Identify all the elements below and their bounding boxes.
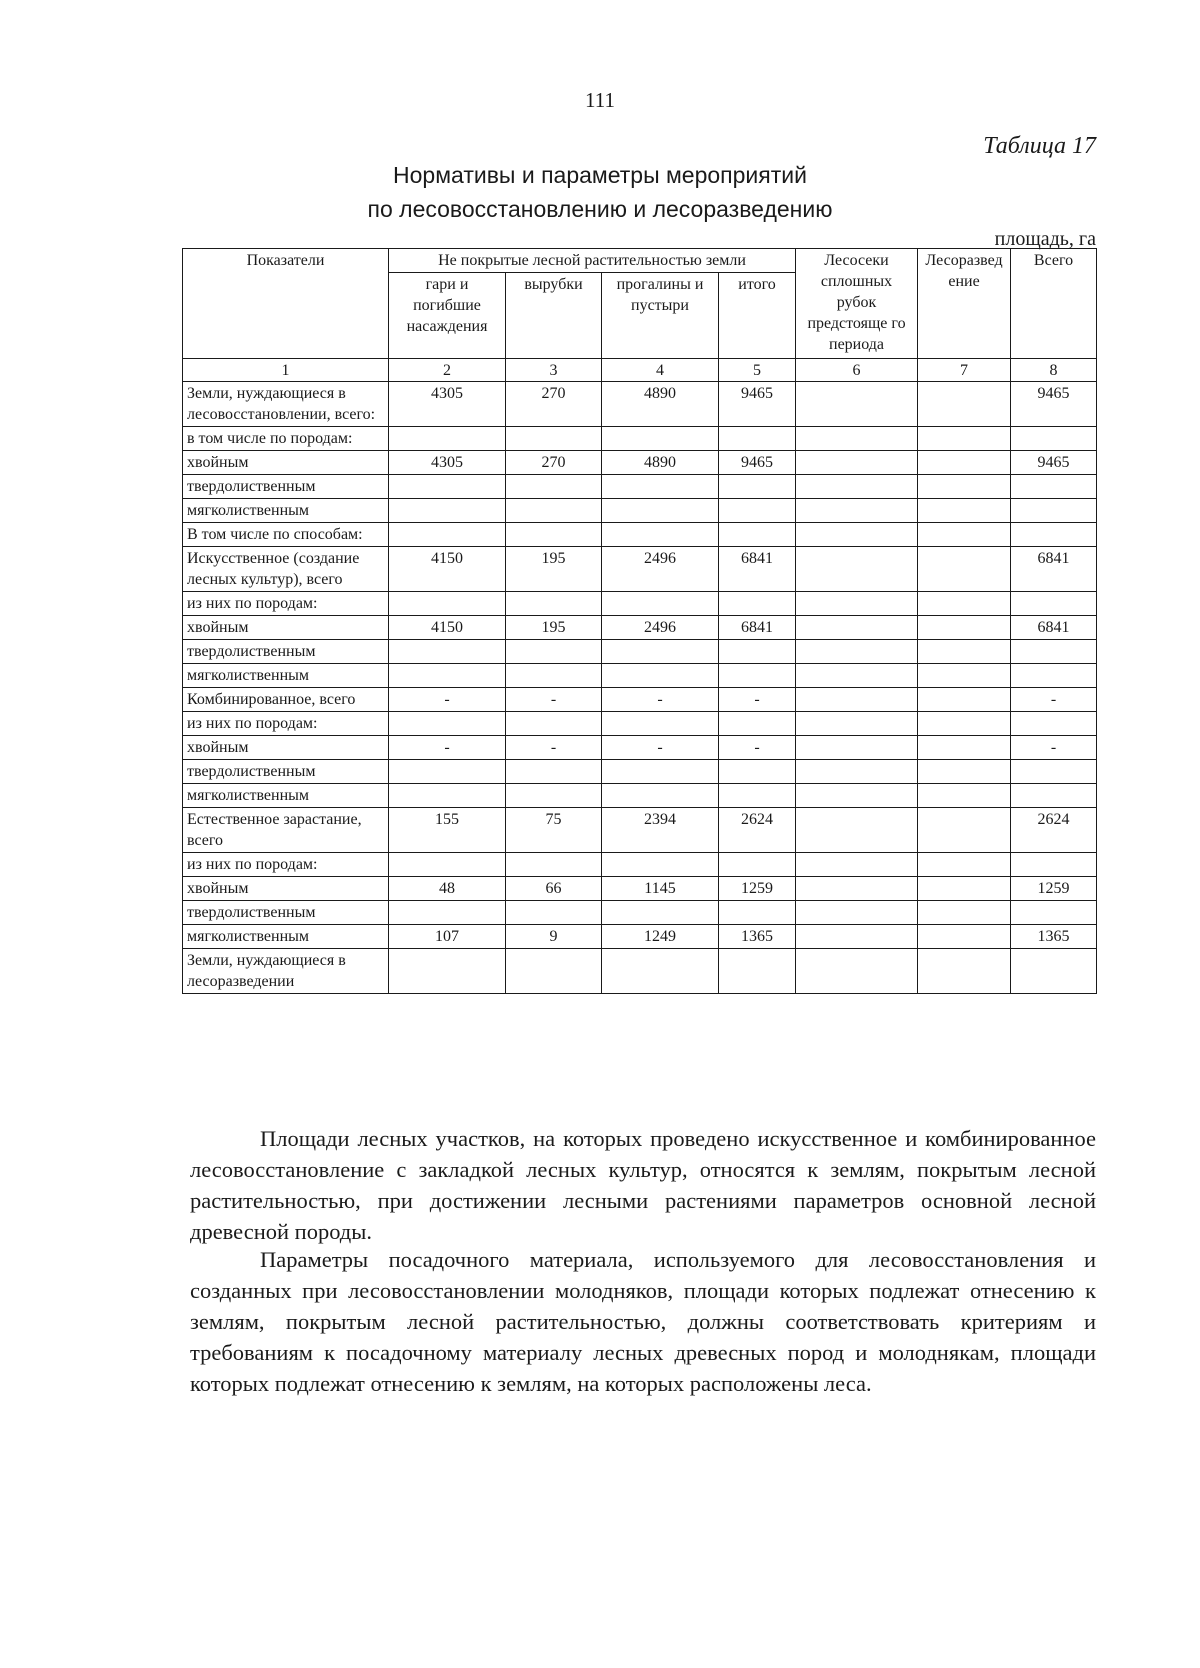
table-cell bbox=[918, 592, 1011, 616]
table-cell: 270 bbox=[506, 382, 602, 427]
table-cell bbox=[602, 901, 719, 925]
table-cell bbox=[1011, 853, 1097, 877]
table-cell bbox=[506, 664, 602, 688]
table-cell bbox=[602, 427, 719, 451]
table-cell bbox=[796, 592, 918, 616]
header-row-1 bbox=[183, 249, 1097, 273]
table-cell bbox=[719, 853, 796, 877]
table-cell: - bbox=[1011, 688, 1097, 712]
paragraph-2 bbox=[190, 1244, 1096, 1399]
table-cell bbox=[796, 475, 918, 499]
table-cell bbox=[918, 451, 1011, 475]
table-body bbox=[183, 359, 1097, 994]
table-cell bbox=[389, 640, 506, 664]
table-cell bbox=[719, 712, 796, 736]
table-row bbox=[183, 499, 1097, 523]
table-cell: 9 bbox=[506, 925, 602, 949]
table-cell: 4890 bbox=[602, 382, 719, 427]
table-cell bbox=[796, 451, 918, 475]
row-label: мягколиственным bbox=[183, 925, 389, 949]
table-row bbox=[183, 592, 1097, 616]
table-cell bbox=[1011, 712, 1097, 736]
table-cell: 2496 bbox=[602, 616, 719, 640]
table-cell: 2624 bbox=[1011, 808, 1097, 853]
table-cell: 155 bbox=[389, 808, 506, 853]
table-cell bbox=[796, 736, 918, 760]
table-cell bbox=[1011, 901, 1097, 925]
table-cell bbox=[796, 640, 918, 664]
table-cell: 1259 bbox=[719, 877, 796, 901]
table-cell bbox=[918, 736, 1011, 760]
table-cell bbox=[389, 499, 506, 523]
table-cell bbox=[719, 427, 796, 451]
table-row bbox=[183, 736, 1097, 760]
table-cell bbox=[918, 901, 1011, 925]
table-cell: 4150 bbox=[389, 616, 506, 640]
row-label: мягколиственным bbox=[183, 499, 389, 523]
table-cell: - bbox=[602, 688, 719, 712]
table-cell: - bbox=[389, 688, 506, 712]
table-cell bbox=[602, 475, 719, 499]
table-cell: - bbox=[602, 736, 719, 760]
column-number: 7 bbox=[918, 359, 1011, 382]
table-cell bbox=[796, 853, 918, 877]
table-cell bbox=[796, 784, 918, 808]
table-row bbox=[183, 382, 1097, 427]
table-cell bbox=[719, 640, 796, 664]
table-cell: - bbox=[389, 736, 506, 760]
row-label: из них по породам: bbox=[183, 712, 389, 736]
table-cell bbox=[1011, 592, 1097, 616]
table-cell bbox=[719, 784, 796, 808]
row-label: В том числе по способам: bbox=[183, 523, 389, 547]
table-row bbox=[183, 688, 1097, 712]
table-cell bbox=[506, 523, 602, 547]
column-number: 1 bbox=[183, 359, 389, 382]
table-cell bbox=[719, 592, 796, 616]
table-row bbox=[183, 877, 1097, 901]
title-line-2: по лесовосстановлению и лесоразведению bbox=[367, 196, 833, 222]
table-cell: 4305 bbox=[389, 382, 506, 427]
table-cell: 9465 bbox=[1011, 382, 1097, 427]
row-label: твердолиственным bbox=[183, 475, 389, 499]
table-cell bbox=[506, 853, 602, 877]
table-cell bbox=[918, 853, 1011, 877]
table-cell bbox=[1011, 523, 1097, 547]
header-cuttings: вырубки bbox=[506, 273, 602, 359]
table-cell bbox=[389, 949, 506, 994]
table-cell: 6841 bbox=[1011, 547, 1097, 592]
header-glades: прогалины и пустыри bbox=[602, 273, 719, 359]
column-number-row bbox=[183, 359, 1097, 382]
row-label: мягколиственным bbox=[183, 664, 389, 688]
table-row bbox=[183, 853, 1097, 877]
table-cell bbox=[389, 712, 506, 736]
unit-label: площадь, га bbox=[994, 228, 1096, 250]
table-cell bbox=[796, 712, 918, 736]
table-cell bbox=[796, 808, 918, 853]
table-cell: - bbox=[719, 688, 796, 712]
row-label: из них по породам: bbox=[183, 592, 389, 616]
paragraph-text: Параметры посадочного материала, используемого для лесовосстановления и созданных при лесовосстановлении молодняков, площади которых подлежат отнесению к землям, покрытым лесной растительностью, должны соответствовать критериям и требованиям к посадочному материалу лесных древесных пород и молоднякам, площади которых подлежат отнесению к землям, на которых расположены леса. bbox=[190, 1247, 1096, 1396]
table-cell bbox=[719, 499, 796, 523]
table-row bbox=[183, 784, 1097, 808]
table-cell: 48 bbox=[389, 877, 506, 901]
page-number: 111 bbox=[585, 88, 615, 112]
table-cell: 6841 bbox=[719, 547, 796, 592]
table-row bbox=[183, 547, 1097, 592]
table-row bbox=[183, 949, 1097, 994]
table-cell: - bbox=[506, 688, 602, 712]
header-not-covered: Не покрытые лесной растительностью земли bbox=[389, 249, 796, 273]
table-cell bbox=[506, 760, 602, 784]
table-cell bbox=[506, 499, 602, 523]
table-cell bbox=[918, 523, 1011, 547]
table-cell bbox=[389, 427, 506, 451]
standards-table bbox=[182, 248, 1097, 994]
table-cell bbox=[1011, 664, 1097, 688]
table-cell bbox=[719, 523, 796, 547]
table-row bbox=[183, 427, 1097, 451]
table-cell: - bbox=[1011, 736, 1097, 760]
table-cell bbox=[506, 949, 602, 994]
row-label: Комбинированное, всего bbox=[183, 688, 389, 712]
table-cell bbox=[918, 925, 1011, 949]
table-cell bbox=[796, 901, 918, 925]
table-cell: 6841 bbox=[1011, 616, 1097, 640]
table-row bbox=[183, 901, 1097, 925]
table-cell bbox=[389, 901, 506, 925]
table-cell bbox=[506, 640, 602, 664]
header-total: Всего bbox=[1011, 249, 1097, 359]
table-cell bbox=[389, 475, 506, 499]
table-cell bbox=[1011, 640, 1097, 664]
table-row bbox=[183, 808, 1097, 853]
table-cell bbox=[796, 547, 918, 592]
column-number: 8 bbox=[1011, 359, 1097, 382]
table-cell: 1365 bbox=[719, 925, 796, 949]
table-cell bbox=[918, 547, 1011, 592]
table-cell bbox=[918, 712, 1011, 736]
table-cell bbox=[918, 475, 1011, 499]
table-cell bbox=[796, 688, 918, 712]
row-label: твердолиственным bbox=[183, 901, 389, 925]
column-number: 4 bbox=[602, 359, 719, 382]
table-cell bbox=[389, 664, 506, 688]
table-cell: 4305 bbox=[389, 451, 506, 475]
header-burned: гари и погибшие насаждения bbox=[389, 273, 506, 359]
table-cell bbox=[918, 877, 1011, 901]
table-cell: 270 bbox=[506, 451, 602, 475]
table-cell: 4150 bbox=[389, 547, 506, 592]
table-cell bbox=[506, 784, 602, 808]
table-cell bbox=[602, 853, 719, 877]
column-number: 6 bbox=[796, 359, 918, 382]
table-cell bbox=[719, 949, 796, 994]
header-indicators: Показатели bbox=[183, 249, 389, 359]
table-cell: 1145 bbox=[602, 877, 719, 901]
table-cell bbox=[1011, 427, 1097, 451]
table-cell bbox=[602, 760, 719, 784]
table-cell bbox=[1011, 760, 1097, 784]
table-cell bbox=[918, 784, 1011, 808]
table-cell: 195 bbox=[506, 547, 602, 592]
table-cell bbox=[918, 382, 1011, 427]
row-label: Искусственное (создание лесных культур), всего bbox=[183, 547, 389, 592]
table-cell bbox=[506, 427, 602, 451]
table-cell bbox=[719, 760, 796, 784]
table-cell bbox=[796, 664, 918, 688]
row-label: хвойным bbox=[183, 736, 389, 760]
table-row bbox=[183, 712, 1097, 736]
table-cell bbox=[796, 877, 918, 901]
row-label: Земли, нуждающиеся в лесовосстановлении, всего: bbox=[183, 382, 389, 427]
table-cell bbox=[389, 523, 506, 547]
table-cell: 9465 bbox=[719, 382, 796, 427]
header-subtotal: итого bbox=[719, 273, 796, 359]
table-cell bbox=[1011, 784, 1097, 808]
table-cell bbox=[506, 592, 602, 616]
table-cell bbox=[918, 640, 1011, 664]
table-cell bbox=[796, 949, 918, 994]
table-cell: 9465 bbox=[1011, 451, 1097, 475]
table-row bbox=[183, 760, 1097, 784]
table-cell bbox=[796, 616, 918, 640]
table-cell bbox=[602, 949, 719, 994]
table-row bbox=[183, 664, 1097, 688]
table-cell: 6841 bbox=[719, 616, 796, 640]
table-cell bbox=[918, 616, 1011, 640]
table-cell: 4890 bbox=[602, 451, 719, 475]
table-cell bbox=[602, 784, 719, 808]
table-cell: 1365 bbox=[1011, 925, 1097, 949]
table-label: Таблица 17 bbox=[983, 133, 1096, 159]
table-cell bbox=[719, 475, 796, 499]
table-cell: - bbox=[506, 736, 602, 760]
table-row bbox=[183, 523, 1097, 547]
table-row bbox=[183, 640, 1097, 664]
row-label: Земли, нуждающиеся в лесоразведении bbox=[183, 949, 389, 994]
table-cell: 75 bbox=[506, 808, 602, 853]
table-cell bbox=[796, 925, 918, 949]
table-cell bbox=[506, 901, 602, 925]
table-cell bbox=[602, 664, 719, 688]
row-label: твердолиственным bbox=[183, 760, 389, 784]
row-label: хвойным bbox=[183, 877, 389, 901]
table-cell bbox=[389, 592, 506, 616]
table-cell: 2496 bbox=[602, 547, 719, 592]
paragraph-text: Площади лесных участков, на которых проведено искусственное и комбинированное лесовосстановление с закладкой лесных культур, относятся к землям, покрытым лесной растительностью, при достижении лесными растениями параметров основной лесной древесной породы. bbox=[190, 1126, 1096, 1244]
table-cell bbox=[1011, 475, 1097, 499]
row-label: из них по породам: bbox=[183, 853, 389, 877]
table-cell bbox=[602, 592, 719, 616]
row-label: хвойным bbox=[183, 451, 389, 475]
table-cell bbox=[796, 382, 918, 427]
table-cell bbox=[918, 664, 1011, 688]
table-row bbox=[183, 451, 1097, 475]
row-label: Естественное зарастание, всего bbox=[183, 808, 389, 853]
table-cell bbox=[796, 499, 918, 523]
row-label: в том числе по породам: bbox=[183, 427, 389, 451]
table-row bbox=[183, 475, 1097, 499]
table-cell bbox=[918, 427, 1011, 451]
table-cell bbox=[796, 760, 918, 784]
row-label: хвойным bbox=[183, 616, 389, 640]
table-cell bbox=[796, 523, 918, 547]
table-cell: 66 bbox=[506, 877, 602, 901]
row-label: мягколиственным bbox=[183, 784, 389, 808]
table-cell bbox=[506, 475, 602, 499]
table-cell: - bbox=[719, 736, 796, 760]
table-cell bbox=[918, 808, 1011, 853]
table-cell bbox=[796, 427, 918, 451]
table-cell bbox=[918, 760, 1011, 784]
table-cell bbox=[602, 712, 719, 736]
column-number: 5 bbox=[719, 359, 796, 382]
table-cell: 107 bbox=[389, 925, 506, 949]
row-label: твердолиственным bbox=[183, 640, 389, 664]
table-title bbox=[0, 158, 1200, 226]
table-cell: 195 bbox=[506, 616, 602, 640]
table-cell: 1249 bbox=[602, 925, 719, 949]
table-cell: 2394 bbox=[602, 808, 719, 853]
table-cell: 2624 bbox=[719, 808, 796, 853]
table-cell bbox=[1011, 949, 1097, 994]
table-cell bbox=[506, 712, 602, 736]
table-cell bbox=[602, 640, 719, 664]
table-cell bbox=[719, 901, 796, 925]
table-cell bbox=[602, 523, 719, 547]
column-number: 3 bbox=[506, 359, 602, 382]
table-cell bbox=[1011, 499, 1097, 523]
table-cell bbox=[389, 853, 506, 877]
table-cell bbox=[918, 949, 1011, 994]
table-cell bbox=[389, 760, 506, 784]
table-cell bbox=[918, 688, 1011, 712]
header-afforestation: Лесоразведение bbox=[918, 249, 1011, 359]
column-number: 2 bbox=[389, 359, 506, 382]
table-cell bbox=[602, 499, 719, 523]
table-cell bbox=[389, 784, 506, 808]
paragraph-1 bbox=[190, 1123, 1096, 1247]
header-clearcuts: Лесосеки сплошных рубок предстояще го периода bbox=[796, 249, 918, 359]
table-cell: 9465 bbox=[719, 451, 796, 475]
table-row bbox=[183, 925, 1097, 949]
table-cell bbox=[719, 664, 796, 688]
title-line-1: Нормативы и параметры мероприятий bbox=[393, 162, 807, 188]
table-cell bbox=[918, 499, 1011, 523]
table-cell: 1259 bbox=[1011, 877, 1097, 901]
table-row bbox=[183, 616, 1097, 640]
